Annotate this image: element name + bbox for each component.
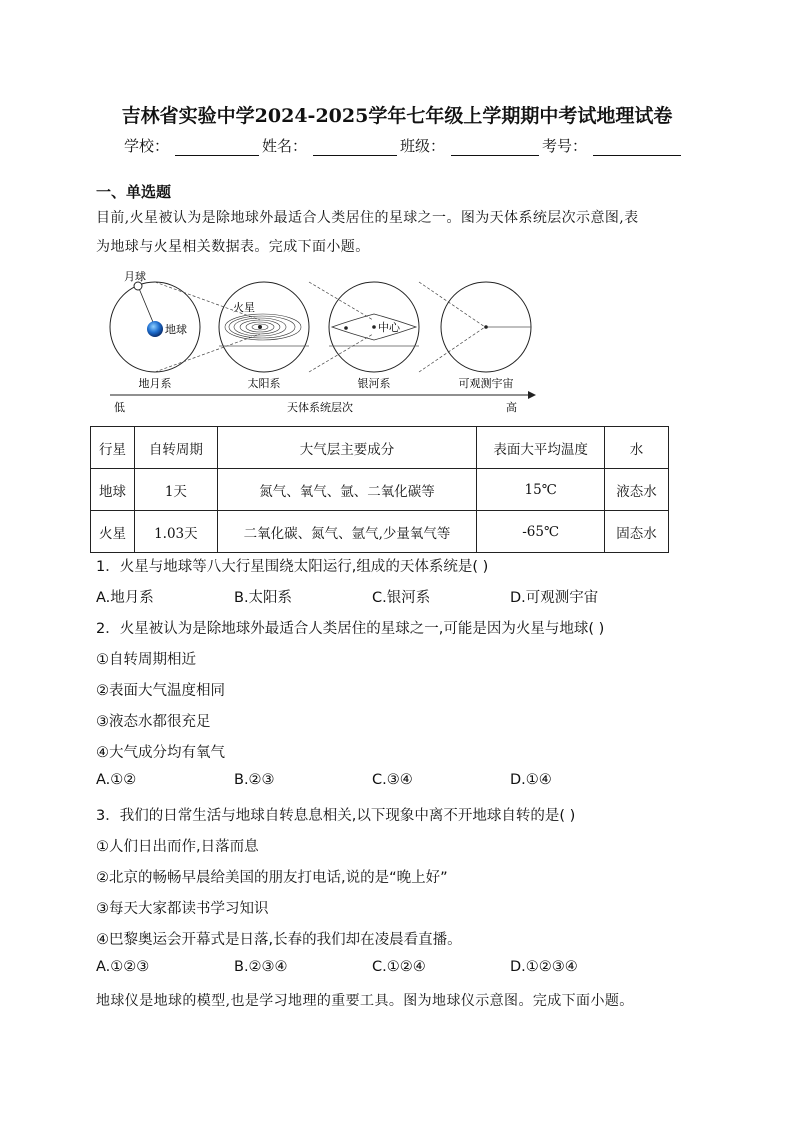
- table-header-row: [91, 427, 669, 469]
- section-heading: 一、单选题: [96, 183, 172, 201]
- q2-option-c[interactable]: C.③④: [372, 772, 413, 788]
- table-cell: 固态水: [605, 511, 669, 553]
- celestial-system-diagram: [100, 262, 540, 420]
- question-1-stem: 1．火星与地球等八大行星围绕太阳运行,组成的天体系统是( ): [96, 559, 489, 575]
- table-cell: 液态水: [605, 469, 669, 511]
- school-blank[interactable]: [175, 139, 259, 156]
- class-label: 班级：: [400, 137, 446, 155]
- q2-statement: ①自转周期相近: [96, 652, 196, 668]
- q3-statement: ③每天大家都读书学习知识: [96, 901, 269, 917]
- table-header-cell: 表面大平均温度: [477, 427, 605, 469]
- mars-label: 火星: [233, 301, 255, 314]
- name-label: 姓名：: [262, 137, 308, 155]
- table-cell: 氮气、氧气、氩、二氧化碳等: [217, 469, 476, 511]
- table-cell: -65℃: [477, 511, 605, 553]
- q1-option-c[interactable]: C.银河系: [372, 590, 431, 606]
- q2-option-a[interactable]: A.①②: [96, 772, 137, 788]
- q3-statement: ①人们日出而作,日落而息: [96, 839, 259, 855]
- student-info-row: [124, 135, 684, 156]
- table-cell: 火星: [91, 511, 135, 553]
- class-blank[interactable]: [451, 139, 539, 156]
- system-label-solar: 太阳系: [247, 377, 281, 390]
- system-label-milky-way: 银河系: [357, 377, 391, 390]
- moon-icon: [134, 282, 142, 290]
- q2-statement: ④大气成分均有氧气: [96, 745, 225, 761]
- moon-label: 月球: [124, 270, 146, 283]
- axis-low-label: 低: [114, 401, 125, 414]
- planet-data-table: [90, 426, 669, 553]
- q2-option-d[interactable]: D.①④: [510, 772, 552, 788]
- axis-high-label: 高: [506, 401, 517, 414]
- table-cell: 地球: [91, 469, 135, 511]
- system-label-earth-moon: 地月系: [138, 377, 172, 390]
- system-label-universe: 可观测宇宙: [458, 377, 514, 390]
- q2-statement: ③液态水都很充足: [96, 714, 211, 730]
- question-2-stem: 2．火星被认为是除地球外最适合人类居住的星球之一,可能是因为火星与地球( ): [96, 621, 605, 637]
- school-label: 学校：: [124, 137, 170, 155]
- q1-option-a[interactable]: A.地月系: [96, 590, 154, 606]
- q3-option-c[interactable]: C.①②④: [372, 959, 426, 975]
- axis-arrow-icon: [528, 391, 536, 399]
- question-3-stem: 3．我们的日常生活与地球自转息息相关,以下现象中离不开地球自转的是( ): [96, 808, 576, 824]
- q1-option-d[interactable]: D.可观测宇宙: [510, 590, 599, 606]
- number-label: 考号：: [542, 137, 588, 155]
- axis-title: 天体系统层次: [287, 401, 353, 414]
- q1-option-b[interactable]: B.太阳系: [234, 590, 293, 606]
- q3-statement: ②北京的畅畅早晨给美国的朋友打电话,说的是“晚上好”: [96, 870, 448, 886]
- table-row: [91, 469, 669, 511]
- earth-label: 地球: [165, 323, 187, 336]
- planet-orbits: [225, 314, 301, 340]
- q2-statement: ②表面大气温度相同: [96, 683, 225, 699]
- table-header-cell: 大气层主要成分: [217, 427, 476, 469]
- exam-title: 吉林省实验中学2024-2025学年七年级上学期期中考试地理试卷: [121, 105, 673, 127]
- intro-paragraph-globe: 地球仪是地球的模型,也是学习地理的重要工具。图为地球仪示意图。完成下面小题。: [96, 993, 634, 1009]
- q3-option-b[interactable]: B.②③④: [234, 959, 288, 975]
- table-header-cell: 行星: [91, 427, 135, 469]
- table-row: [91, 511, 669, 553]
- q3-option-a[interactable]: A.①②③: [96, 959, 150, 975]
- table-cell: 1天: [134, 469, 217, 511]
- q3-statement: ④巴黎奥运会开幕式是日落,长春的我们却在凌晨看直播。: [96, 932, 462, 948]
- solar-system-circle: [219, 282, 309, 372]
- table-cell: 1.03天: [134, 511, 217, 553]
- table-header-cell: 水: [605, 427, 669, 469]
- table-header-cell: 自转周期: [134, 427, 217, 469]
- table-cell: 15℃: [477, 469, 605, 511]
- name-blank[interactable]: [313, 139, 397, 156]
- center-label: 中心: [378, 321, 400, 334]
- intro-paragraph-line: 为地球与火星相关数据表。完成下面小题。: [96, 239, 370, 255]
- earth-icon: [147, 321, 163, 337]
- number-blank[interactable]: [593, 139, 681, 156]
- q2-option-b[interactable]: B.②③: [234, 772, 275, 788]
- q3-option-d[interactable]: D.①②③④: [510, 959, 578, 975]
- intro-paragraph-line: 目前,火星被认为是除地球外最适合人类居住的星球之一。图为天体系统层次示意图,表: [96, 210, 639, 226]
- table-cell: 二氧化碳、氮气、氩气,少量氧气等: [217, 511, 476, 553]
